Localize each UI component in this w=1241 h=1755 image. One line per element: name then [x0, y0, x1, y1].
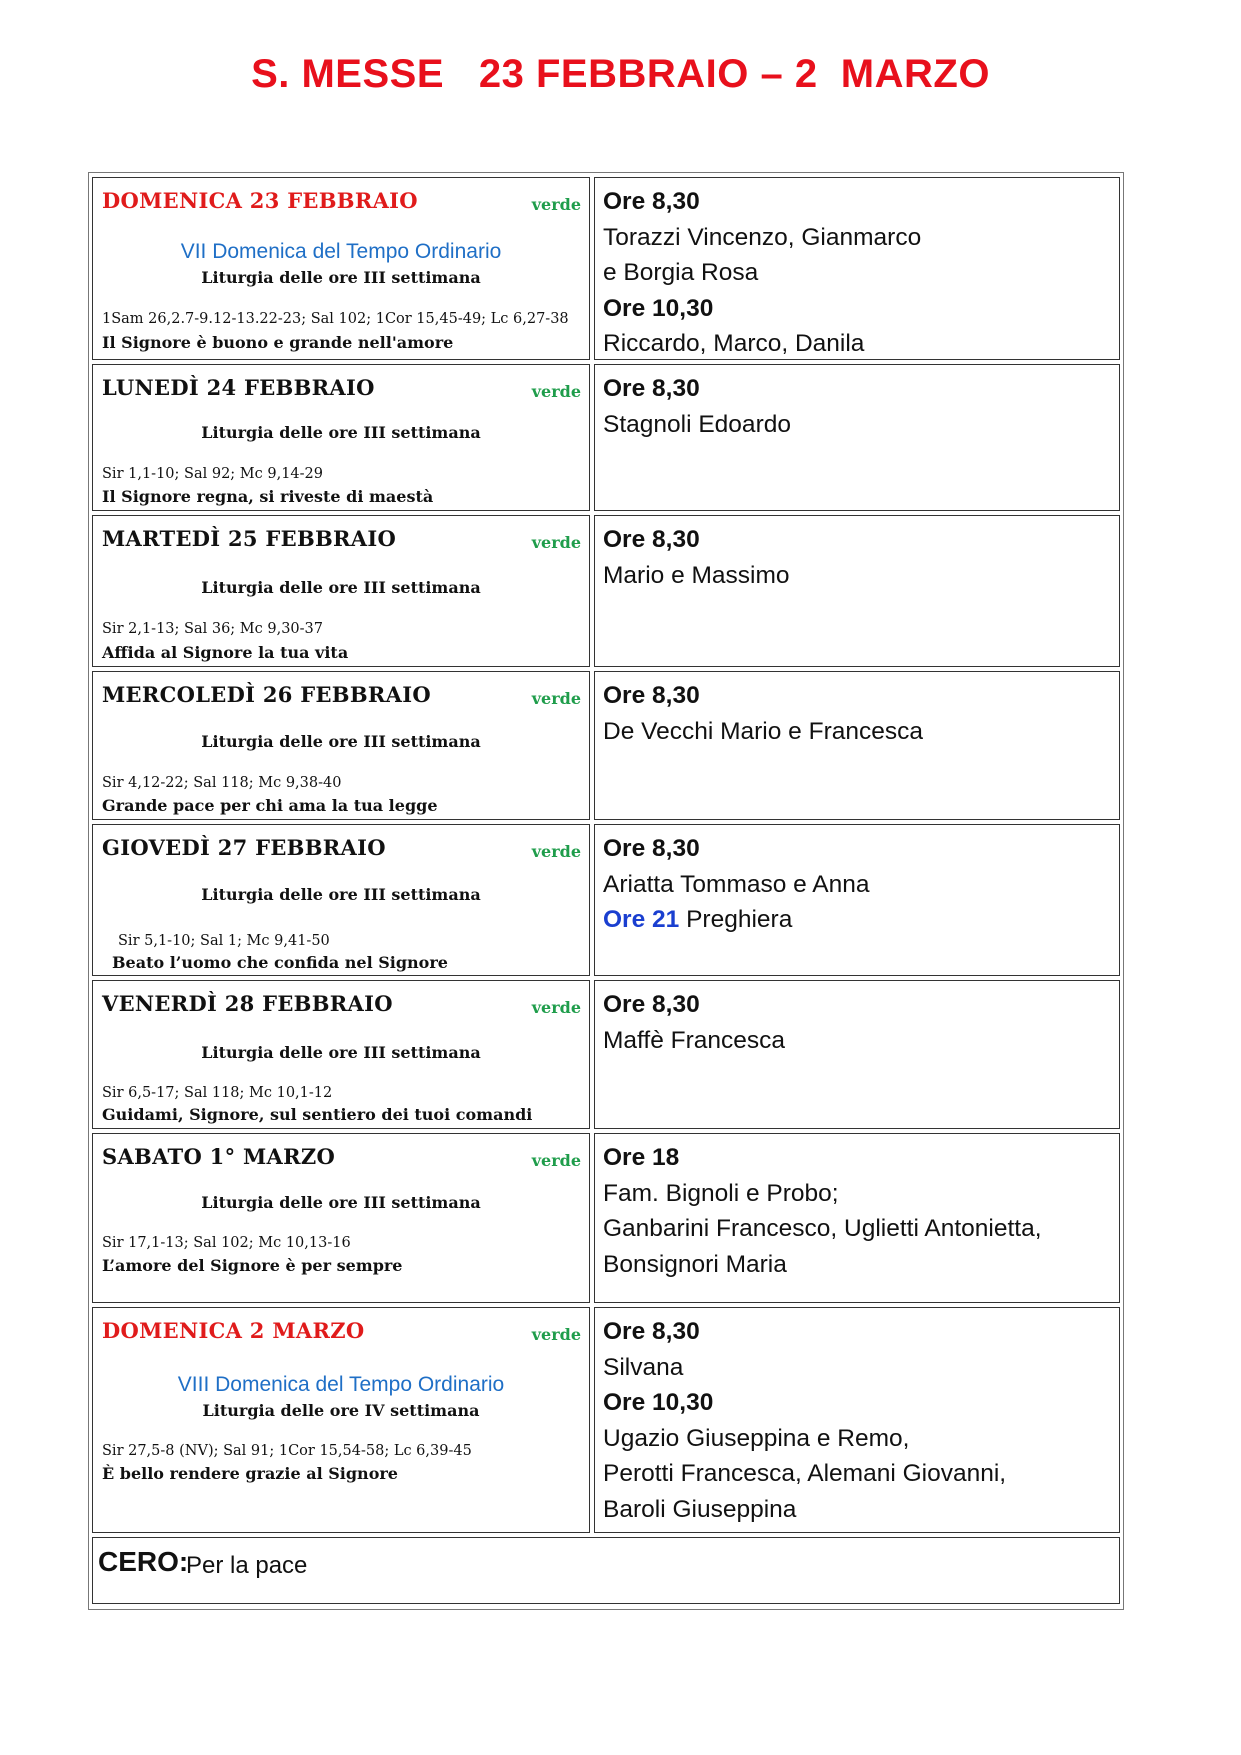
mass-list — [603, 371, 791, 442]
day-name: LUNEDÌ 24 FEBBRAIO — [102, 375, 375, 400]
day-name: DOMENICA 23 FEBBRAIO — [102, 188, 418, 213]
mass-list — [603, 522, 790, 593]
mass-time: Ore 8,30 — [603, 188, 700, 215]
mass-intention: Bonsignori Maria — [603, 1250, 787, 1278]
mass-intention: Ugazio Giuseppina e Remo, — [603, 1424, 910, 1452]
mass-time: Ore 8,30 — [603, 526, 700, 553]
mass-cell-lunedi-24 — [594, 364, 1120, 511]
day-cell-lunedi-24 — [92, 364, 590, 511]
mass-intention: Silvana — [603, 1353, 684, 1381]
mass-intention: Baroli Giuseppina — [603, 1495, 797, 1523]
psalm-refrain: Guidami, Signore, sul sentiero dei tuoi comandi — [102, 1105, 533, 1124]
psalm-refrain: Il Signore è buono e grande nell'amore — [102, 333, 454, 352]
mass-cell-domenica-2 — [594, 1307, 1120, 1533]
sunday-title: VIII Domenica del Tempo Ordinario — [177, 1373, 505, 1396]
liturgical-color: verde — [531, 689, 581, 708]
liturgy-week: Liturgia delle ore III settimana — [201, 1043, 481, 1062]
mass-time: Ore 10,30 — [603, 294, 714, 322]
liturgy-week: Liturgia delle ore III settimana — [201, 423, 481, 442]
extra-event-text: Preghiera — [686, 906, 793, 933]
psalm-refrain: Beato l’uomo che confida nel Signore — [112, 953, 448, 972]
readings: Sir 27,5-8 (NV); Sal 91; 1Cor 15,54-58; Lc 6,39-45 — [102, 1443, 472, 1459]
mass-cell-mercoledi-26 — [594, 671, 1120, 820]
liturgical-color: verde — [531, 1151, 581, 1170]
sunday-title: VII Domenica del Tempo Ordinario — [180, 240, 502, 263]
mass-cell-giovedi-27 — [594, 824, 1120, 976]
readings: Sir 6,5-17; Sal 118; Mc 10,1-12 — [102, 1085, 333, 1101]
readings: Sir 4,12-22; Sal 118; Mc 9,38-40 — [102, 775, 342, 791]
mass-intention: Fam. Bignoli e Probo; — [603, 1179, 839, 1207]
readings: Sir 5,1-10; Sal 1; Mc 9,41-50 — [118, 933, 330, 949]
day-cell-martedi-25 — [92, 515, 590, 667]
day-name: SABATO 1° MARZO — [102, 1144, 336, 1169]
day-name: VENERDÌ 28 FEBBRAIO — [102, 991, 393, 1016]
mass-time: Ore 8,30 — [603, 835, 700, 862]
day-name: DOMENICA 2 MARZO — [102, 1318, 365, 1343]
mass-intention: Mario e Massimo — [603, 561, 790, 589]
mass-time: Ore 18 — [603, 1144, 680, 1171]
cero-intention: Per la pace — [186, 1552, 308, 1579]
mass-intention: Ganbarini Francesco, Uglietti Antonietta, — [603, 1215, 1042, 1242]
liturgy-week: Liturgia delle ore III settimana — [201, 578, 481, 597]
psalm-refrain: L’amore del Signore è per sempre — [102, 1256, 403, 1275]
mass-list — [603, 678, 923, 749]
day-name: MERCOLEDÌ 26 FEBBRAIO — [102, 682, 431, 707]
mass-time: Ore 8,30 — [603, 1318, 700, 1345]
mass-time: Ore 8,30 — [603, 682, 700, 709]
day-cell-domenica-2 — [92, 1307, 590, 1533]
liturgical-color: verde — [531, 195, 581, 214]
extra-event — [603, 902, 869, 938]
mass-intention: Stagnoli Edoardo — [603, 410, 791, 438]
psalm-refrain: È bello rendere grazie al Signore — [102, 1464, 398, 1483]
liturgical-color: verde — [531, 842, 581, 861]
mass-intention: Riccardo, Marco, Danila — [603, 330, 865, 357]
readings: Sir 1,1-10; Sal 92; Mc 9,14-29 — [102, 466, 323, 482]
mass-cell-sabato-1 — [594, 1133, 1120, 1303]
mass-cell-domenica-23 — [594, 177, 1120, 360]
extra-event-time: Ore 21 — [603, 906, 680, 933]
psalm-refrain: Il Signore regna, si riveste di maestà — [102, 487, 434, 506]
liturgy-week: Liturgia delle ore III settimana — [201, 1193, 481, 1212]
day-cell-venerdi-28 — [92, 980, 590, 1129]
liturgy-week: Liturgia delle ore III settimana — [201, 268, 481, 287]
day-name: MARTEDÌ 25 FEBBRAIO — [102, 526, 397, 551]
day-cell-giovedi-27 — [92, 824, 590, 976]
mass-time: Ore 8,30 — [603, 375, 700, 402]
readings: 1Sam 26,2.7-9.12-13.22-23; Sal 102; 1Cor 15,45-49; Lc 6,27-38 — [102, 311, 569, 327]
mass-cell-martedi-25 — [594, 515, 1120, 667]
mass-time: Ore 8,30 — [603, 991, 700, 1018]
liturgical-color: verde — [531, 998, 581, 1017]
mass-list — [603, 831, 869, 938]
mass-cell-venerdi-28 — [594, 980, 1120, 1129]
liturgy-week: Liturgia delle ore IV settimana — [202, 1401, 480, 1420]
readings: Sir 2,1-13; Sal 36; Mc 9,30-37 — [102, 621, 323, 637]
day-cell-sabato-1 — [92, 1133, 590, 1303]
page-title: S. MESSE 23 FEBBRAIO – 2 MARZO — [251, 52, 990, 96]
liturgical-color: verde — [531, 1325, 581, 1344]
liturgy-week: Liturgia delle ore III settimana — [201, 732, 481, 751]
day-name: GIOVEDÌ 27 FEBBRAIO — [102, 835, 386, 860]
mass-list — [603, 1140, 1042, 1282]
cero-cell — [92, 1537, 1120, 1604]
mass-intention: Maffè Francesca — [603, 1026, 786, 1054]
mass-list — [603, 1314, 1006, 1527]
psalm-refrain: Grande pace per chi ama la tua legge — [102, 796, 438, 815]
mass-list — [603, 184, 921, 360]
mass-intention: Ariatta Tommaso e Anna — [603, 870, 870, 898]
day-cell-mercoledi-26 — [92, 671, 590, 820]
mass-intention: e Borgia Rosa — [603, 259, 759, 286]
readings: Sir 17,1-13; Sal 102; Mc 10,13-16 — [102, 1235, 351, 1251]
mass-intention: Torazzi Vincenzo, Gianmarco — [603, 223, 922, 251]
cero-label: CERO: — [98, 1546, 189, 1577]
liturgy-week: Liturgia delle ore III settimana — [201, 885, 481, 904]
mass-intention: De Vecchi Mario e Francesca — [603, 717, 923, 745]
mass-time: Ore 10,30 — [603, 1389, 714, 1416]
liturgical-color: verde — [531, 382, 581, 401]
mass-intention: Perotti Francesca, Alemani Giovanni, — [603, 1460, 1007, 1487]
day-cell-domenica-23 — [92, 177, 590, 360]
liturgical-color: verde — [531, 533, 581, 552]
psalm-refrain: Affida al Signore la tua vita — [102, 643, 349, 662]
mass-list — [603, 987, 785, 1058]
